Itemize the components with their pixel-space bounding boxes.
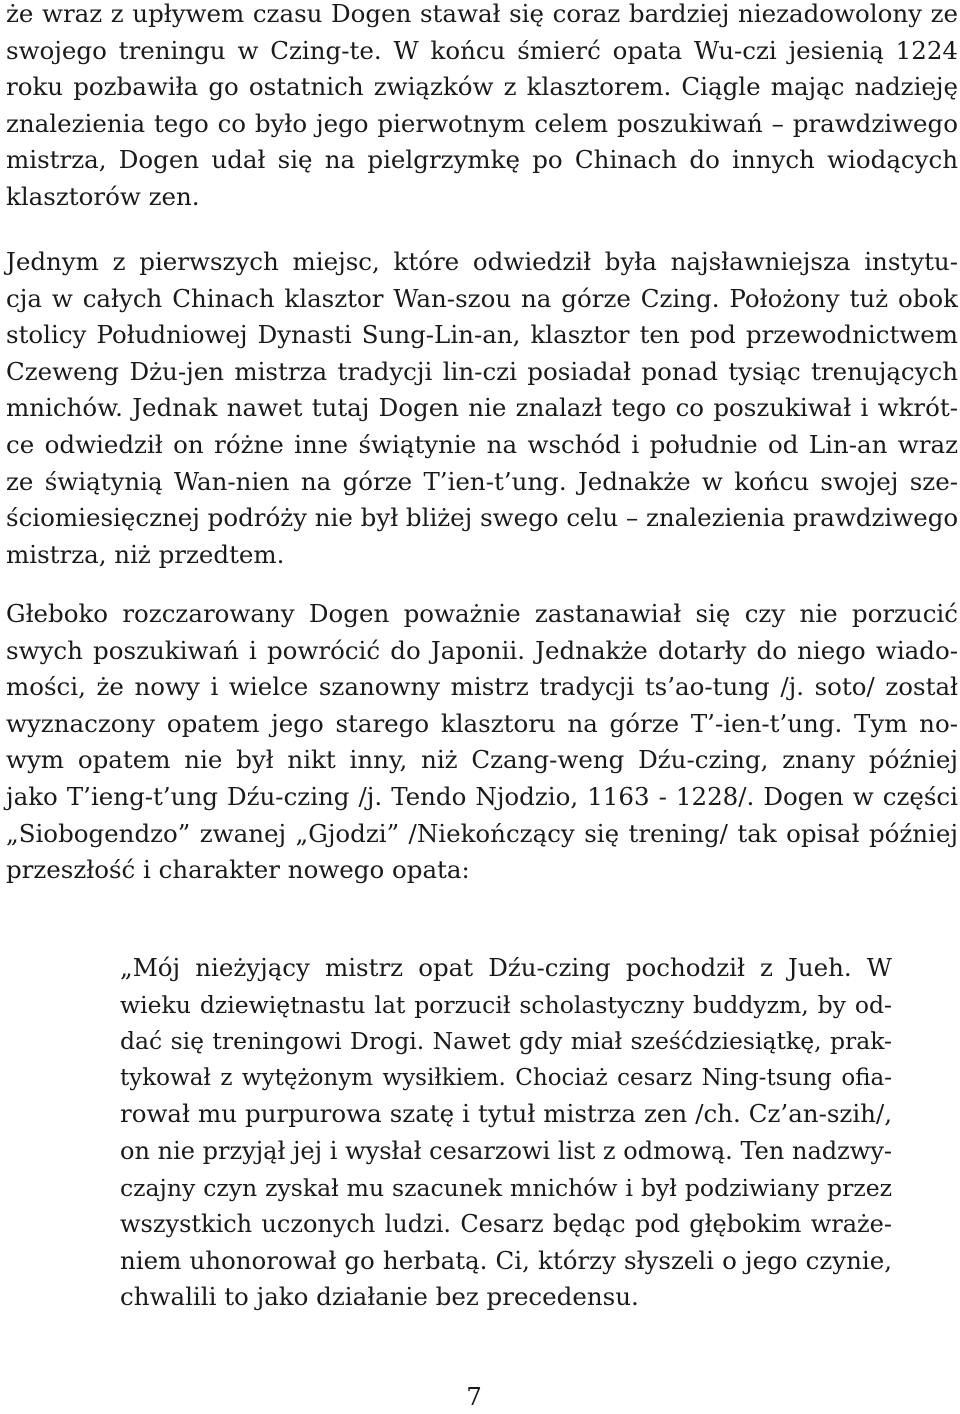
quote-line: wszystkich uczonych ludzi. Cesarz będąc pod głębokim wraże- [120,1210,892,1239]
text-line: wyznaczony opatem jego starego klasztoru na górze T’-ien-t’ung. Tym no- [6,708,958,738]
paragraph-2 [6,244,958,573]
quote-line: wieku dziewiętnastu lat porzucił scholastyczny buddyzm, by od- [120,990,892,1019]
text-line: wym opatem nie był nikt inny, niż Czang-weng Dźu-czing, znany później [6,745,958,775]
text-line: ze świątynią Wan-nien na górze T’ien-t’ung. Jednakże w końcu swojej sze- [6,466,958,496]
text-line: klasztorów zen. [6,181,200,211]
paragraph-1 [6,0,958,216]
text-line: mości, że nowy i wielce szanowny mistrz tradycji ts’ao-tung /j. soto/ został [6,672,958,702]
text-line: Jednym z pierwszych miejsc, które odwiedził była najsławniejsza instytu- [6,247,958,276]
text-line: że wraz z upływem czasu Dogen stawał się coraz bardziej niezadowolony ze [6,0,958,28]
text-line: przeszłość i charakter nowego opata: [6,855,470,885]
quote-line: niem uhonorował go herbatą. Ci, którzy słyszeli o jego czynie, [120,1245,892,1275]
page-number: 7 [466,1382,482,1411]
quote-line: tykował z wytężonym wysiłkiem. Chociaż cesarz Ning-tsung ofia- [120,1064,892,1091]
quote-line: czajny czyn zyskał mu szacunek mnichów i był podziwiany przez [120,1173,892,1202]
text-line: ce odwiedził on różne inne świątynie na wschód i południe od Lin-an wraz [6,429,958,459]
text-line: jako T’ieng-t’ung Dźu-czing /j. Tendo Njodzio, 1163 - 1228/. Dogen w części [6,781,958,811]
text-line: ściomiesięcznej podróży nie był bliżej swego celu – znalezienia prawdziwego [6,503,959,533]
quote-line: on nie przyjął jej i wysłał cesarzowi list z odmową. Ten nadzwy- [120,1136,892,1165]
text-line: Głeboko rozczarowany Dogen poważnie zastanawiał się czy nie porzucić [6,599,958,628]
block-quote [120,950,892,1316]
quote-line: chwalili to jako działanie bez precedensu. [120,1282,639,1312]
text-line: znalezienia tego co było jego pierwotnym celem poszukiwań – prawdziwego [6,108,958,138]
text-line: stolicy Południowej Dynasti Sung-Lin-an, klasztor ten pod przewodnictwem [6,320,958,350]
document-page [6,0,958,1414]
text-line: cja w całych Chinach klasztor Wan-szou na górze Czing. Położony tuż obok [6,283,958,313]
quote-line: dać się treningowi Drogi. Nawet gdy miał sześćdziesiątkę, prak- [120,1027,892,1056]
paragraph-3 [6,596,958,889]
quote-line: „Mój nieżyjący mistrz opat Dźu-czing pochodził z Jueh. W [120,953,892,982]
text-line: swojego treningu w Czing-te. W końcu śmierć opata Wu-czi jesienią 1224 [6,35,958,65]
text-line: swych poszukiwań i powrócić do Japonii. Jednakże dotarły do niego wiado- [6,635,958,665]
text-line: Czeweng Dżu-jen mistrza tradycji lin-czi posiadał ponad tysiąc trenujących [6,356,958,386]
text-line: mistrza, niż przedtem. [6,539,285,569]
text-line: mnichów. Jednak nawet tutaj Dogen nie znalazł tego co poszukiwał i wkrót- [6,393,958,423]
text-line: „Siobogendzo” zwanej „Gjodzi” /Niekończący się trening/ tak opisał później [6,818,958,848]
text-line: mistrza, Dogen udał się na pielgrzymkę po Chinach do innych wiodących [6,145,958,175]
quote-line: rował mu purpurowa szatę i tytuł mistrza zen /ch. Cz’an-szih/, [120,1099,892,1129]
text-line: roku pozbawiła go ostatnich związków z klasztorem. Ciągle mając nadzieję [6,72,958,102]
